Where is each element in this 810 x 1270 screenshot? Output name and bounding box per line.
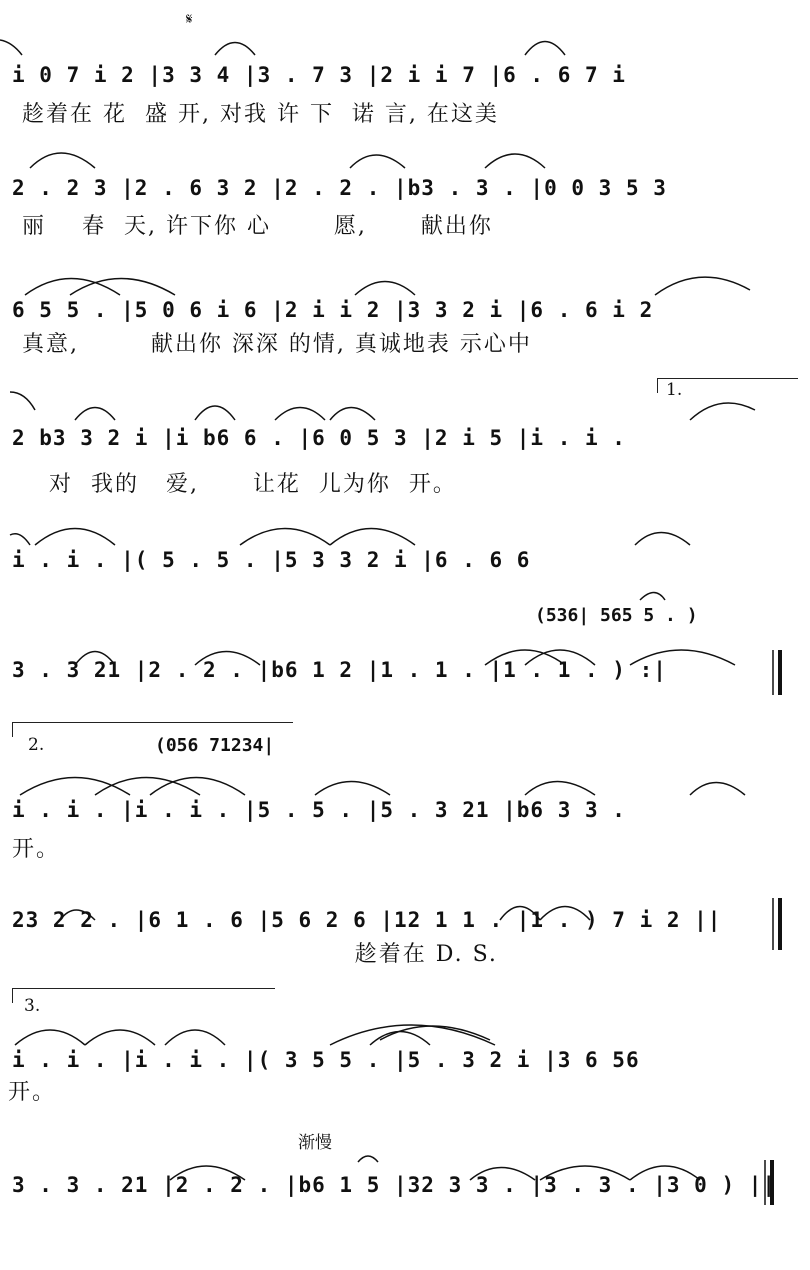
ending-3-label: 3. — [24, 996, 41, 1016]
aux-notation-2: (056 71234| — [155, 735, 275, 756]
lyrics-line-7: 开。 — [12, 837, 61, 862]
notation-line-10: 3 . 3 . 21 |2 . 2 . |b6 1 5 |32 3 3 . |3 . 3 . |3 0 ) || — [12, 1173, 777, 1197]
ending-1-label: 1. — [666, 380, 683, 400]
notation-line-3: 6 5 5 . |5 0 6 i 6 |2 i i 2 |3 3 2 i |6 . 6 i 2 — [12, 298, 654, 322]
ending-2-label: 2. — [28, 735, 45, 755]
notation-line-6: 3 . 3 21 |2 . 2 . |b6 1 2 |1 . 1 . |1 . 1 . ) :| — [12, 658, 667, 682]
ending-3-bracket — [12, 988, 275, 1003]
notation-line-5: i . i . |( 5 . 5 . |5 3 3 2 i |6 . 6 6 — [12, 548, 531, 572]
aux-notation-1: (536| 565 5 . ) — [535, 605, 698, 626]
lyrics-line-9: 开。 — [8, 1080, 57, 1105]
lyrics-line-3: 真意, 献出你 深深 的情, 真诚地表 示心中 — [22, 332, 532, 357]
segno-sign: 𝄋 — [186, 10, 193, 28]
tempo-marking: 渐慢 — [298, 1133, 332, 1153]
notation-line-9: i . i . |i . i . |( 3 5 5 . |5 . 3 2 i |3 6 56 — [12, 1048, 640, 1072]
lyrics-line-1: 趁着在 花 盛 开, 对我 许 下 诺 言, 在这美 — [22, 102, 499, 127]
lyrics-line-4: 对 我的 爱, 让花 儿为你 开。 — [22, 472, 457, 497]
notation-line-2: 2 . 2 3 |2 . 6 3 2 |2 . 2 . |b3 . 3 . |0 0 3 5 3 — [12, 176, 667, 200]
notation-line-4: 2 b3 3 2 i |i b6 6 . |6 0 5 3 |2 i 5 |i . i . — [12, 426, 626, 450]
notation-line-1: i 0 7 i 2 |3 3 4 |3 . 7 3 |2 i i 7 |6 . 6 7 i — [12, 63, 626, 87]
lyrics-line-2: 丽 春 天, 许下你 心 愿, 献出你 — [22, 214, 493, 239]
notation-line-8: 23 2 2 . |6 1 . 6 |5 6 2 6 |12 1 1 . |1 . ) 7 i 2 || — [12, 908, 722, 932]
notation-line-7: i . i . |i . i . |5 . 5 . |5 . 3 21 |b6 3 3 . — [12, 798, 626, 822]
lyrics-line-8: 趁着在 D. S. — [22, 942, 498, 967]
